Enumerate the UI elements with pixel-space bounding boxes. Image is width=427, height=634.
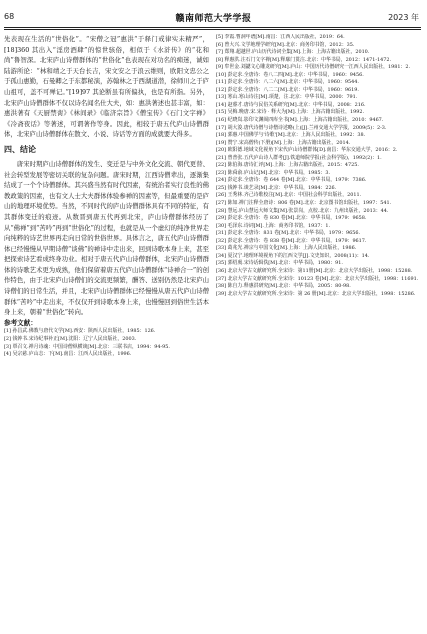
reference-item: [25] 钱钟书.谈艺录[M].北京：中华书局，1984：226.	[216, 184, 337, 191]
reference-item: [18] 郭惠.中国佛学与'诗歌'[M].北京：上海人民出版社，1992：38.	[216, 132, 366, 139]
reference-item: [19] 赞宁.宋高僧传(下册)[M].上海：上海古籍出版社，2014.	[216, 139, 351, 146]
reference-item: [8] 释惠洪.注石门文字禅[M].释廓门贯注.北京：中华书局，2012：1471-1472.	[216, 56, 392, 63]
reference-item: [37] 北京大学古文献研究所.全宋诗：10123 卷[M].北京：北京大学出版社，1998：11691.	[216, 275, 419, 282]
reference-item: [3] 覃召文.禅月诗魂：中国诗僧纵横谈[M].北京：三联书店，1994：94-95.	[4, 343, 170, 350]
reference-item: [15] 吴梅.晚唐.宋.宋诗 · 释大为[M].上海：上海古籍出版社，1992.	[216, 109, 365, 116]
reference-item: [9] 牟世金.刘勰文心雕龙研究[M].庐山：中国历代诗僧研究一江西人民出版社，1981：2.	[216, 64, 411, 71]
journal-title: 赣南师范大学学报	[175, 14, 252, 24]
reference-item: [24] 彭定求.全唐诗：卷 644 卷[M].北京：中华书局，1979：7386.	[216, 177, 367, 184]
reference-item: [22] 陈伯海.唐诗汇评[M].上海：上海古籍出版社，2015：4725.	[216, 162, 359, 169]
reference-item: [12] 彭定求.全唐诗：八二二[M].北京：中华书局，1960：9619.	[216, 86, 359, 93]
reference-item: [16] 纪晓岚.影印文渊阁四库全书[M].上海：上海古籍出版社，2010：9467.	[216, 117, 384, 124]
references-heading: 参考文献：	[4, 318, 37, 327]
reference-item: [35] 郭绍虞.宋诗话辑佚[M].北京：中华书局，1980：91.	[216, 260, 343, 267]
reference-item: [32] 彭定求.全唐诗：卷 838 卷[M].北京：中华书局，1979：9617.	[216, 237, 367, 244]
reference-item: [33] 葛兆光.禅宗与中国文化[M].上海：上海人民出版社，1986.	[216, 245, 357, 252]
page-number: 68	[4, 12, 15, 21]
reference-item: [23] 陈舜俞.庐山记[M].北京：中华书局，1985：3.	[216, 169, 330, 176]
section-heading: 四、结论	[4, 144, 36, 154]
reference-item: [27] 陈如.禅门注释全唐诗：806 卷[M].北京：北京图书馆出版社，1997：541.	[216, 200, 392, 207]
reference-item: [7] 郑翔.超越世.庐山历代诗词全集[M].上海：上海古籍出版社，2010.	[216, 49, 370, 56]
reference-item: [10] 彭定求.全唐诗：卷八二四[M].北京：中华书局，1960：9456.	[216, 71, 364, 78]
reference-item: [34] 夏汉宁.地理环境视角下的江西文学[J].文史知识，2008(11)：14.	[216, 252, 370, 259]
header-rule-thick	[4, 27, 421, 28]
header-rule-thin	[4, 29, 421, 30]
reference-item: [11] 彭定求.全唐诗：八二六[M].北京：中华书局，1960：9544.	[216, 79, 359, 86]
reference-item: [36] 北京大学古文献研究所.全宋诗：第11册[M].北京：北京大学出版社，1998：15288.	[216, 267, 413, 274]
reference-item: [1] 孙昌武.佛教与唐代文学[M].西安：陕西人民出版社，1985：126.	[4, 328, 156, 335]
reference-item: [30] 毛泽东.诗词[M].上海：商务印书馆，1937：1.	[216, 222, 330, 229]
right-column	[216, 34, 423, 298]
reference-item: [39] 北京大学古文献研究所.全宋诗：第 26 册[M].北京：北京大学出版社，1998：15286.	[216, 290, 416, 297]
page-header	[0, 0, 427, 30]
left-column	[4, 34, 209, 359]
reference-item: [5] 李霞.曹洞年谱[M].南昌：江西人民出版社，2019：64.	[216, 34, 345, 40]
reference-item: [26] 王秀林.齐己诗歌校注[M].北京：中国社会科学出版社，2011.	[216, 192, 362, 199]
reference-item: [31] 彭定求.全唐诗：831 卷[M].北京：中华书局，1979：9656.	[216, 230, 361, 237]
publication-year: 2023 年	[388, 13, 419, 22]
reference-item: [28] 慧远.庐山慧远大师文集[M].张景岗，点校.北京：九州出版社，2013：44.	[216, 207, 389, 214]
reference-item: [20] 欧阳德.地域文化视角下宋代庐山诗僧群体[D].南昌：华东交通大学，2016：2.	[216, 147, 398, 154]
reference-item: [17] 胡大浚.唐代诗僧与诗僧诗述略(上)[J].兰州交通大学学报，2009(5)：2-3.	[216, 124, 387, 131]
reference-item: [21] 曾普张.五代庐山诗人群考[J].铁道师院学报(社会科学版)，1992(2)：1.	[216, 154, 382, 161]
reference-item: [2] 钱钟书.宋诗纪事补正[M].沈阳：辽宁人民出版社，2003.	[4, 336, 137, 343]
body-paragraph: 先表现在生活的“世俗化”。“宋僧之冠”惠洪“于释门戒律实未精严”，[18]360 其出入“淫房酒肆”的惊世骇俗，相似于《水浒传》的“花和尚”鲁智深。北宋庐山诗僧群体的“世俗化”也表现在对功名的痴迷，诚如陆游所论：“林和靖之于天台长吉，宋文安之于浪云维则，欧阳文忠公之于孤山惠勤，石曼卿之于东都秘演，苏翰林之于西湖道潜，徐师川之于庐山祖可，盖不可殚记。”[19]97 其论断虽有所偏执，也是有所指。另外，北宋庐山诗僧群体不仅以诗名闻名仕大夫，如：惠洪著述也甚丰富，如：惠洪著有《天厨禁脔》《林间录》《临济宗旨》《僧宝传》《石门文字禅》《冷斋夜话》等著述，可谓著作等身。因此，相较于唐五代庐山诗僧群体，北宋庐山诗僧群体在散文、小说、诗话等方面的成就要大得多。	[4, 35, 209, 139]
conclusion-paragraph: 唐宋时期庐山诗僧群体的发生、变迁是与中外文化交流、朝代更替、社会转型发展等密切关联的复杂问题。唐宋时期，江西诗僧辈出，逐渐集结成了一个个诗僧群体。其兴盛当然有时代因素，有统治者实行良性的佛教政策的因素，也有文人士大夫群体体验参禅的因素等，但最重要的是庐山的地理环境优势。当然，不同时代的庐山诗僧群体具有不同的特征，有其群体变迁的痕迹。从数晋到唐五代再到北宋，庐山诗僧群体经历了从“佛禅”到“苦吟”再到“世俗化”的过程，也就是从一个虚幻的纯净世界走向纯粹的诗艺世界再走向日常的世俗世界。具体言之，唐五代庐山诗僧群体已经慢慢从早期诗僧“谈佛”的禅诗中走出来，回到诗歌本身上来，甚至把探索诗艺看成终身功业。相对于唐五代庐山诗僧群体，北宋庐山诗僧群体的诗歌艺术更为成熟，他们保留着唐五代庐山诗僧群体“诗禅合一”的创作特色，由于北宋庐山诗僧们的交流更频繁，酬答、送别仍然是北宋庐山诗僧们的日常生活，并且，北宋庐山诗僧群体已经慢慢从唐五代庐山诗僧群体“苦吟”中走出来，不仅仅开到诗歌本身上来，也慢慢回到俗世生活本身上来，朝着“世俗化”转向。	[4, 159, 209, 317]
reference-item: [13] 寒山.寒山诗注[M].项楚，注.北京：中华书局，2000：791.	[216, 94, 358, 101]
reference-item: [14] 赵睿才.唐诗与民俗关系研究[M].北京：中华书局，2008：216.	[216, 101, 366, 108]
reference-item: [29] 彭定求.全唐诗：卷 830 卷[M].北京：中华书局，1979：9658.	[216, 215, 367, 222]
reference-item: [38] 陈自力.释惠洪研究[M].北京：中华书局，2005：80-98.	[216, 283, 351, 290]
reference-item: [4] 吴宗慈.庐山志：下[M].南昌：江西人民出版社，1996.	[4, 351, 132, 358]
reference-item: [6] 曾大兴.文学地理学研究[M].北京：商务印书馆，2012：35.	[216, 41, 355, 48]
